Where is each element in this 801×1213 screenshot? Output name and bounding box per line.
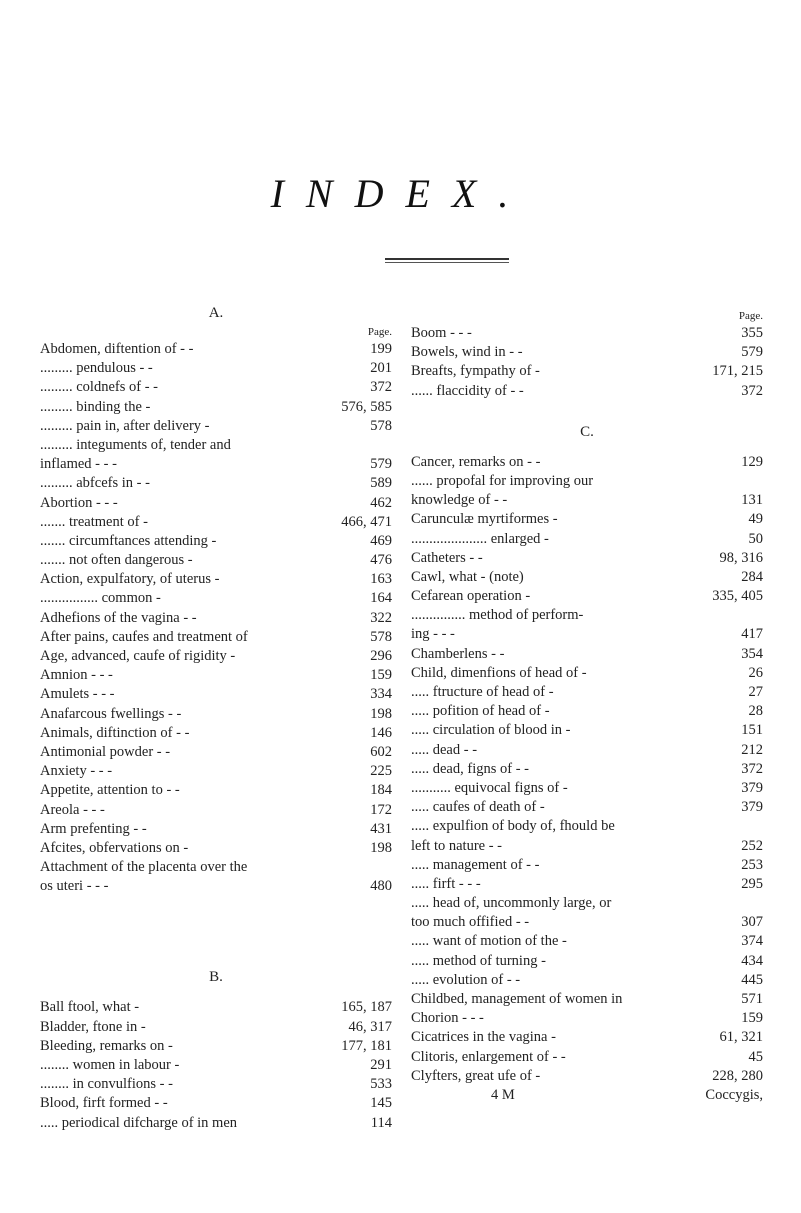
section-letter-c: C. — [580, 423, 594, 440]
entry-page: 49 — [748, 511, 763, 528]
index-entry — [40, 1018, 392, 1037]
entry-page: 434 — [741, 952, 763, 969]
entry-label: Catheters - - — [411, 549, 483, 566]
entry-label: Ball ftool, what - — [40, 999, 140, 1016]
entry-page: 469 — [370, 532, 392, 549]
entry-page: 225 — [370, 763, 392, 780]
index-entry — [411, 741, 763, 760]
entry-page: 334 — [370, 686, 392, 703]
entry-label: ......... coldnefs of - - — [40, 379, 158, 396]
entry-label: ..... dead - - — [411, 741, 478, 758]
entry-label: ......... integuments of, tender and — [40, 436, 231, 453]
entry-label: Arm prefenting - - — [40, 820, 147, 837]
index-entry — [411, 453, 763, 472]
entry-page: 379 — [741, 799, 763, 816]
entry-page: 177, 181 — [341, 1037, 392, 1054]
index-entry — [411, 1009, 763, 1028]
index-entry — [40, 762, 392, 781]
title-rule-thin — [385, 262, 509, 263]
entry-label: Abdomen, diftention of - - — [40, 341, 194, 357]
entry-label: Antimonial powder - - — [40, 743, 171, 760]
entry-label: Carunculæ myrtiformes - — [411, 511, 558, 528]
index-entry — [411, 324, 763, 343]
index-entry — [411, 856, 763, 875]
index-entry — [411, 760, 763, 779]
signature-mark: 4 M — [491, 1086, 515, 1103]
index-entry — [40, 801, 392, 820]
index-entry — [411, 568, 763, 587]
entry-page: 165, 187 — [341, 999, 392, 1016]
entry-label: Cicatrices in the vagina - — [411, 1029, 556, 1046]
index-entry — [411, 510, 763, 529]
index-entry — [40, 398, 392, 417]
entry-page: 354 — [741, 645, 763, 662]
index-entry — [40, 877, 392, 896]
entry-page: 372 — [741, 382, 763, 399]
entry-label: ..................... enlarged - — [411, 530, 549, 547]
entry-label: left to nature - - — [411, 837, 502, 854]
index-entry — [40, 998, 392, 1017]
entry-label: Breafts, fympathy of - — [411, 363, 540, 380]
index-entry — [411, 817, 763, 836]
entry-page: 295 — [741, 875, 763, 892]
entry-label: ............... method of perform- — [411, 607, 584, 624]
entry-page: 253 — [741, 856, 763, 873]
entry-page: 417 — [741, 626, 763, 643]
entry-page: 26 — [748, 664, 763, 681]
index-entry — [411, 932, 763, 951]
entry-label: ..... evolution of - - — [411, 971, 521, 988]
entry-page: 579 — [741, 344, 763, 361]
entry-label: Cefarean operation - — [411, 588, 531, 605]
entry-label: Bowels, wind in - - — [411, 344, 523, 361]
entry-label: Bleeding, remarks on - — [40, 1037, 173, 1054]
entry-label: ..... want of motion of the - — [411, 933, 567, 950]
entry-page: 372 — [370, 379, 392, 396]
index-entry — [411, 1067, 763, 1086]
index-entry — [411, 1048, 763, 1067]
entry-label: Age, advanced, caufe of rigidity - — [40, 648, 236, 664]
index-entry — [411, 1028, 763, 1047]
entry-page: 159 — [741, 1010, 763, 1027]
entry-label: Bladder, ftone in - — [40, 1018, 146, 1035]
entry-label: Afcites, obfervations on - — [40, 839, 189, 856]
section-letter-a: A. — [208, 305, 224, 321]
entry-page: 199 — [370, 341, 392, 357]
entry-label: ..... head of, uncommonly large, or — [411, 895, 612, 912]
entry-label: ..... ftructure of head of - — [411, 684, 554, 700]
entry-label: Attachment of the placenta over the — [40, 859, 248, 876]
entry-page: 284 — [741, 568, 763, 585]
index-entry — [411, 990, 763, 1009]
entry-page: 335, 405 — [712, 588, 763, 605]
entry-page: 578 — [370, 417, 392, 434]
index-entry — [40, 359, 392, 378]
index-entry — [40, 551, 392, 570]
index-entry — [40, 724, 392, 743]
entry-page: 462 — [370, 494, 392, 511]
entry-label: ........ in convulfions - - — [40, 1076, 173, 1093]
index-entry — [411, 664, 763, 683]
entry-label: Child, dimenfions of head of - — [411, 664, 587, 681]
entry-label: inflamed - - - — [40, 456, 117, 473]
entry-label: ..... pofition of head of - — [411, 703, 550, 720]
index-entry — [40, 474, 392, 493]
index-entry — [411, 645, 763, 664]
entry-page: 45 — [748, 1048, 763, 1065]
entry-page: 129 — [741, 453, 763, 470]
index-entry — [411, 491, 763, 510]
entry-label: Animals, diftinction of - - — [40, 724, 190, 741]
entry-label: ....... not often dangerous - — [40, 552, 193, 569]
entry-label: ................ common - — [40, 590, 161, 607]
entries-b — [40, 998, 392, 1132]
entry-page: 228, 280 — [712, 1067, 763, 1084]
entry-label: Anxiety - - - — [40, 763, 113, 780]
entry-label: Appetite, attention to - - — [40, 782, 180, 799]
index-entry — [40, 436, 392, 455]
entry-label: ing - - - — [411, 626, 455, 643]
entry-label: ......... pendulous - - — [40, 360, 153, 377]
index-entry — [411, 721, 763, 740]
index-entry — [40, 455, 392, 474]
entry-label: knowledge of - - — [411, 492, 508, 509]
entry-label: ......... abfcefs in - - — [40, 475, 150, 492]
entry-page: 466, 471 — [341, 513, 392, 530]
index-entry — [40, 340, 392, 359]
entry-page: 164 — [370, 590, 392, 607]
entry-page: 431 — [370, 820, 392, 837]
entry-page: 307 — [741, 914, 763, 931]
index-entry — [411, 530, 763, 549]
index-entry — [411, 702, 763, 721]
entry-label: ....... circumftances attending - — [40, 532, 217, 549]
entry-page: 579 — [370, 456, 392, 473]
index-entry — [40, 1094, 392, 1113]
entry-label: ..... expulfion of body of, fhould be — [411, 818, 615, 835]
entry-label: ..... firft - - - — [411, 875, 481, 892]
entry-label: Amnion - - - — [40, 667, 113, 684]
entry-page: 201 — [370, 360, 392, 377]
index-entry — [40, 532, 392, 551]
entry-label: ...... flaccidity of - - — [411, 382, 524, 399]
index-entry — [40, 609, 392, 628]
entry-page: 296 — [370, 648, 392, 664]
page-column-label-right: Page. — [738, 310, 763, 322]
entry-label: Chorion - - - — [411, 1010, 484, 1027]
index-entry — [411, 683, 763, 702]
entry-page: 476 — [370, 552, 392, 569]
entry-page: 27 — [748, 684, 763, 700]
index-entry — [411, 875, 763, 894]
entry-label: ..... dead, figns of - - — [411, 760, 529, 777]
catchword: Coccygis, — [705, 1086, 763, 1103]
index-entry — [40, 858, 392, 877]
index-entry — [40, 685, 392, 704]
entry-label: ..... circulation of blood in - — [411, 722, 571, 739]
entry-page: 602 — [370, 743, 392, 760]
entry-page: 159 — [370, 667, 392, 684]
entry-page: 589 — [370, 475, 392, 492]
entry-label: Adhefions of the vagina - - — [40, 609, 197, 626]
entry-page: 172 — [370, 801, 392, 818]
entry-page: 374 — [741, 933, 763, 950]
index-entry — [411, 971, 763, 990]
entry-page: 445 — [741, 971, 763, 988]
index-entry — [411, 549, 763, 568]
entry-page: 379 — [741, 779, 763, 796]
entry-label: Blood, firft formed - - — [40, 1095, 168, 1112]
entry-label: ..... management of - - — [411, 856, 540, 873]
entry-label: Areola - - - — [40, 801, 105, 818]
index-entry — [40, 513, 392, 532]
entry-page: 146 — [370, 724, 392, 741]
entry-page: 171, 215 — [712, 363, 763, 380]
entry-label: ........... equivocal figns of - — [411, 779, 568, 796]
index-entry — [411, 913, 763, 932]
index-entry — [40, 647, 392, 666]
entry-page: 114 — [370, 1114, 392, 1131]
entry-page: 480 — [370, 878, 392, 895]
entry-label: Anafarcous fwellings - - — [40, 705, 182, 722]
entry-label: ......... binding the - — [40, 398, 151, 415]
entry-page: 50 — [748, 530, 763, 547]
entry-page: 28 — [748, 703, 763, 720]
entries-c — [411, 453, 763, 1086]
index-entry — [40, 1114, 392, 1133]
index-entry — [411, 606, 763, 625]
index-entry — [40, 743, 392, 762]
entry-label: ......... pain in, after delivery - — [40, 417, 210, 434]
entry-label: ..... method of turning - — [411, 952, 546, 969]
index-entry — [40, 1037, 392, 1056]
index-entry — [40, 378, 392, 397]
index-entry — [40, 1056, 392, 1075]
index-entry — [411, 837, 763, 856]
entry-page: 163 — [370, 571, 392, 588]
index-entry — [40, 705, 392, 724]
entries-b-continued — [411, 324, 763, 401]
index-entry — [411, 472, 763, 491]
entry-label: too much offified - - — [411, 914, 530, 931]
entry-label: Cawl, what - (note) — [411, 568, 524, 585]
entry-page: 98, 316 — [719, 549, 763, 566]
entry-label: ..... caufes of death of - — [411, 799, 545, 816]
index-entry — [411, 343, 763, 362]
entry-page: 61, 321 — [719, 1029, 763, 1046]
entry-label: os uteri - - - — [40, 878, 109, 895]
index-entry — [411, 362, 763, 381]
entry-page: 252 — [741, 837, 763, 854]
entry-label: Clyfters, great ufe of - — [411, 1067, 541, 1084]
index-entry — [40, 628, 392, 647]
entry-page: 571 — [741, 991, 763, 1007]
entry-page: 322 — [370, 609, 392, 626]
index-entry — [411, 894, 763, 913]
entry-page: 131 — [741, 492, 763, 509]
entry-label: Chamberlens - - — [411, 645, 505, 662]
entry-page: 151 — [741, 722, 763, 739]
entry-label: Clitoris, enlargement of - - — [411, 1048, 566, 1065]
index-entry — [40, 781, 392, 800]
index-entry — [40, 820, 392, 839]
entry-page: 145 — [370, 1095, 392, 1112]
entry-page: 372 — [741, 760, 763, 777]
entry-page: 46, 317 — [348, 1018, 392, 1035]
index-entry — [40, 666, 392, 685]
index-entry — [40, 570, 392, 589]
index-entry — [411, 382, 763, 401]
entry-page: 291 — [370, 1057, 392, 1073]
entry-label: Amulets - - - — [40, 686, 115, 703]
entry-label: After pains, caufes and treatment of — [40, 628, 248, 645]
index-entry — [40, 494, 392, 513]
entry-page: 355 — [741, 325, 763, 341]
entry-page: 212 — [741, 741, 763, 758]
right-column — [411, 302, 763, 1105]
index-entry — [411, 798, 763, 817]
entry-page: 198 — [370, 705, 392, 722]
entry-page: 184 — [370, 782, 392, 799]
entry-label: Abortion - - - — [40, 494, 118, 511]
entry-label: ...... propofal for improving our — [411, 472, 594, 489]
index-entry — [411, 587, 763, 606]
entry-page: 576, 585 — [341, 398, 392, 415]
index-entry — [40, 839, 392, 858]
entry-label: ........ women in labour - — [40, 1057, 180, 1073]
index-entry — [411, 625, 763, 644]
page-title: INDEX. — [270, 171, 531, 216]
entry-page: 533 — [370, 1076, 392, 1093]
entries-a — [40, 340, 392, 896]
entry-label: Action, expulfatory, of uterus - — [40, 571, 220, 588]
index-entry — [40, 1075, 392, 1094]
index-entry — [411, 779, 763, 798]
entry-label: Cancer, remarks on - - — [411, 453, 541, 470]
entry-label: ..... periodical difcharge of in men — [40, 1114, 238, 1131]
page-column-label: Page. — [367, 326, 392, 338]
index-entry — [40, 589, 392, 608]
title-rule — [385, 258, 509, 260]
entry-label: ....... treatment of - — [40, 513, 148, 530]
entry-page: 578 — [370, 628, 392, 645]
entry-label: Boom - - - — [411, 325, 472, 341]
section-letter-b: B. — [209, 969, 223, 986]
index-entry — [411, 952, 763, 971]
entry-label: Childbed, management of women in — [411, 991, 623, 1007]
catchword-line — [411, 1086, 763, 1105]
entry-page: 198 — [370, 839, 392, 856]
left-column — [40, 302, 392, 1133]
index-entry — [40, 417, 392, 436]
